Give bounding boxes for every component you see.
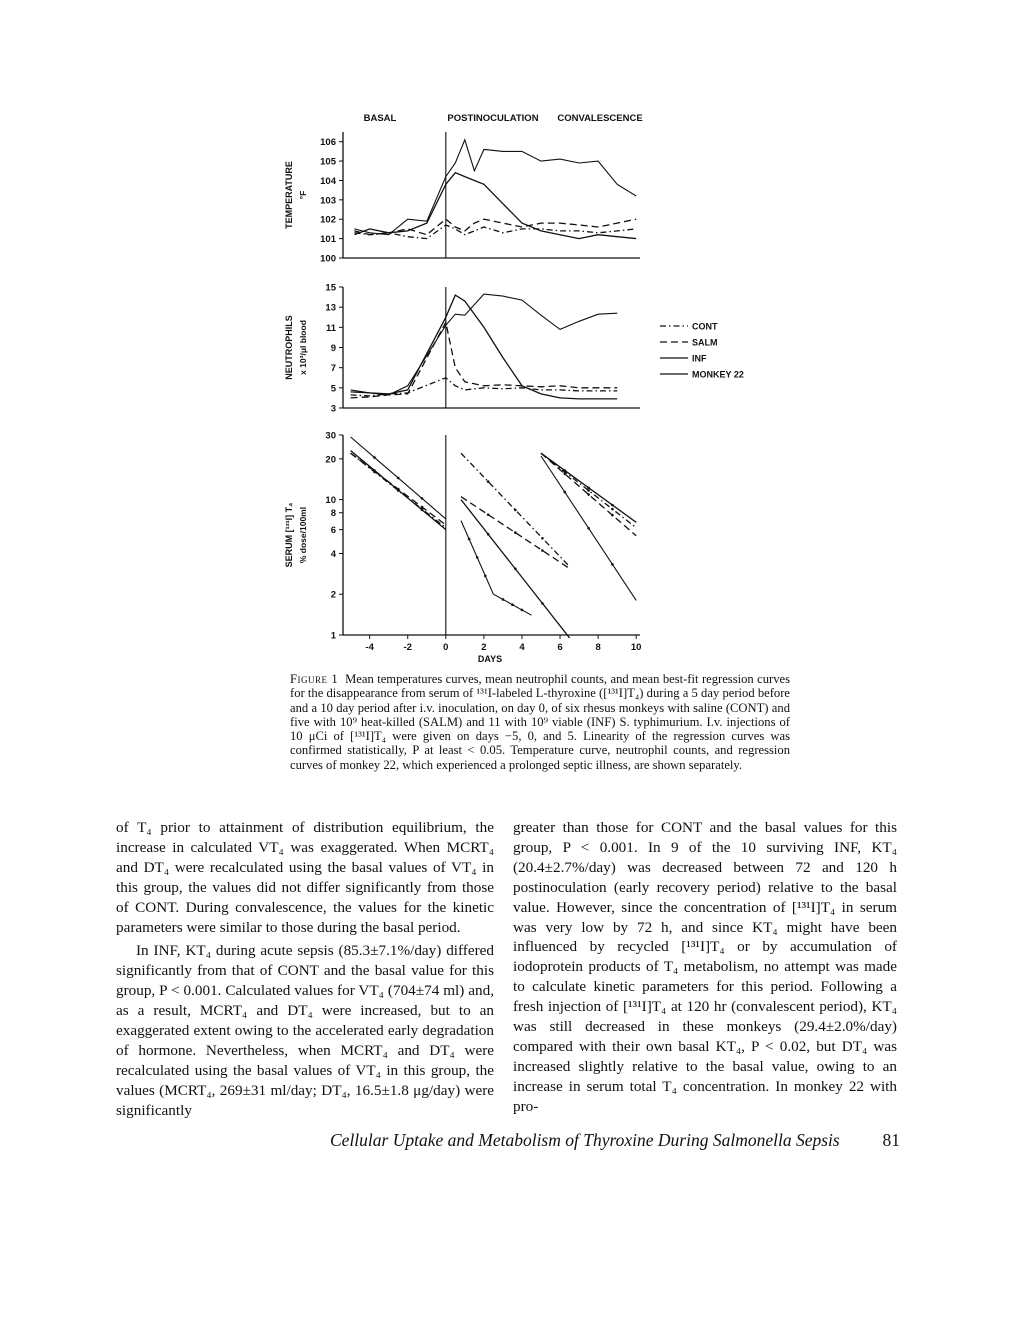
legend-label: CONT <box>692 321 718 332</box>
legend <box>660 322 744 380</box>
y-tick-label: 100 <box>320 253 336 265</box>
running-title: Cellular Uptake and Metabolism of Thyroxine During Salmonella Sepsis <box>330 1130 840 1150</box>
data-point <box>514 509 517 512</box>
y-tick-label: 4 <box>330 548 336 560</box>
y-tick-label: 103 <box>320 195 336 207</box>
data-point <box>421 509 424 512</box>
x-tick-label: 6 <box>557 642 563 653</box>
data-point <box>541 549 544 552</box>
y-axis-label: SERUM [¹³¹I] T₄ <box>284 502 294 568</box>
legend-label: INF <box>692 353 707 364</box>
y-tick-label: 3 <box>330 403 336 415</box>
panel-temperature <box>284 132 640 265</box>
x-tick-label: -2 <box>403 642 412 653</box>
data-point <box>421 506 424 509</box>
phase-label: BASAL <box>363 113 397 124</box>
figure-panels <box>284 132 640 642</box>
data-point <box>587 493 590 496</box>
body-column-left <box>116 818 494 1121</box>
data-point <box>487 533 490 536</box>
y-tick-label: 102 <box>320 214 336 226</box>
x-axis-label: DAYS <box>477 654 503 664</box>
y-tick-label: 5 <box>330 383 336 395</box>
legend-label: SALM <box>692 337 718 348</box>
legend-label: MONKEY 22 <box>692 369 744 380</box>
y-axis-label: TEMPERATURE <box>284 161 294 229</box>
data-point <box>484 575 487 578</box>
x-tick-label: 2 <box>481 642 487 653</box>
data-point <box>611 563 614 566</box>
panel-neutrophils <box>284 283 640 415</box>
page-footer <box>330 1130 900 1151</box>
data-point <box>611 504 614 507</box>
data-point <box>373 456 376 459</box>
y-axis-unit: °F <box>298 190 308 200</box>
caption-label: Figure 1 <box>290 672 339 686</box>
figure-caption <box>290 672 790 772</box>
x-tick-label: -4 <box>365 642 374 653</box>
series-inf <box>351 295 618 399</box>
data-point <box>541 602 544 605</box>
x-tick-label: 10 <box>630 642 642 653</box>
y-tick-label: 105 <box>320 156 336 168</box>
data-point <box>563 491 566 494</box>
series-salm <box>351 322 618 398</box>
y-tick-label: 104 <box>320 175 336 187</box>
paragraph: of T₄ prior to attainment of distribution equilibrium, the increase in calculated VT₄ was exaggerated. When MCRT₄ and DT₄ were recalculated using the basal values of VT₄ in this group, the values did not differ significantly from those of CONT. During convalescence, the values for the kinetic parameters were similar to those during the basal period. <box>116 819 494 936</box>
data-point <box>397 477 400 480</box>
phase-labels <box>364 113 643 124</box>
data-point <box>541 537 544 540</box>
y-tick-label: 9 <box>330 343 336 354</box>
x-tick-label: 4 <box>519 642 525 653</box>
y-tick-label: 8 <box>330 508 336 520</box>
data-point <box>487 480 490 483</box>
data-point <box>397 489 400 492</box>
y-tick-label: 2 <box>330 589 336 601</box>
data-point <box>476 556 479 559</box>
series-monkey-22 <box>351 294 618 395</box>
data-point <box>587 486 590 489</box>
data-point <box>587 527 590 530</box>
data-point <box>563 469 566 472</box>
y-tick-label: 7 <box>330 363 336 375</box>
data-point <box>611 508 614 511</box>
y-tick-label: 13 <box>325 302 336 314</box>
phase-label: CONVALESCENCE <box>557 113 643 124</box>
y-tick-label: 15 <box>325 282 336 294</box>
data-point <box>514 568 517 571</box>
y-tick-label: 101 <box>320 234 336 246</box>
data-point <box>487 513 490 516</box>
y-tick-label: 20 <box>325 454 336 466</box>
paragraph: In INF, KT₄ during acute sepsis (85.3±7.1%/day) differed significantly from that of CONT and the basal value for this group, P < 0.001. Calculated values for VT₄ (704±74 ml) and, as a result, MCRT₄ and DT₄ were increased, but to an exaggerated extent owing to the accelerated early degradation of hormone. Nevertheless, when MCRT₄ and DT₄ were recalculated using the basal values of VT₄ in this group, the values (MCRT₄, 269±31 ml/day; DT₄, 16.5±1.8 μg/day) were significantly <box>116 942 494 1119</box>
data-point <box>468 538 471 541</box>
caption-text: Mean temperatures curves, mean neutrophil counts, and mean best-fit regression curves for the disappearance from serum of ¹³¹I-labeled L-thyroxine ([¹³¹I]T₄) during a 5 day period before and a 10 day period after i.v. inoculation, on day 0, of six rhesus monkeys with saline (CONT) and five with 10⁹ heat-killed (SALM) and 11 with 10⁹ viable (INF) S. typhimurium. I.v. injections of 10 μCi of [¹³¹I]T₄ were given on days −5, 0, and 5. Linearity of the regression curves was confirmed statistically, P at least < 0.05. Temperature curve, neutrophil counts, and regression curves of monkey 22, which experienced a prolonged septic illness, are shown separately. <box>290 672 790 772</box>
y-tick-label: 106 <box>320 137 336 149</box>
data-point <box>373 469 376 472</box>
paragraph: greater than those for CONT and the basal values for this group, P < 0.001. In 9 of the 10 surviving INF, KT₄ (20.4±2.7%/day) was decreased between 72 and 120 h postinoculation (early recovery period) relative to the basal value. However, since the concentration of [¹³¹I]T₄ in serum was very low by 72 h, and since KT₄ might have been influenced by recycled [¹³¹I]T₄ or by accumulation of iodoprotein products of T₄ metabolism, no attempt was made to calculate kinetic parameters for this period. Following a fresh injection of [¹³¹I]T₄ at 120 hr (convalescent period), KT₄ was still decreased in these monkeys (29.4±2.0%/day) compared with their own basal KT₄, P < 0.02, but DT₄ was increased slightly relative to the basal value, owing to an increase in serum total T₄ concentration. In monkey 22 with pro- <box>513 819 897 1115</box>
data-point <box>563 473 566 476</box>
data-point <box>502 598 505 601</box>
y-axis-label: NEUTROPHILS <box>284 315 294 380</box>
data-point <box>511 603 514 606</box>
x-tick-label: 0 <box>443 642 449 653</box>
y-tick-label: 30 <box>325 430 336 442</box>
data-point <box>514 531 517 534</box>
phase-label: POSTINOCULATION <box>447 113 539 124</box>
y-tick-label: 6 <box>330 525 336 537</box>
y-axis-unit: % dose/100ml <box>298 506 308 564</box>
y-axis-unit: x 10³/μl blood <box>298 320 308 375</box>
y-tick-label: 11 <box>325 322 336 334</box>
x-axis <box>365 635 641 664</box>
page-number: 81 <box>882 1130 900 1150</box>
data-point <box>611 514 614 517</box>
data-point <box>521 609 524 612</box>
body-column-right <box>513 818 897 1117</box>
y-tick-label: 10 <box>325 495 336 507</box>
y-tick-label: 1 <box>330 630 336 642</box>
data-point <box>587 489 590 492</box>
panel-serum <box>284 431 640 642</box>
data-point <box>421 497 424 500</box>
x-tick-label: 8 <box>595 642 601 653</box>
series-monkey-22 <box>354 140 636 235</box>
